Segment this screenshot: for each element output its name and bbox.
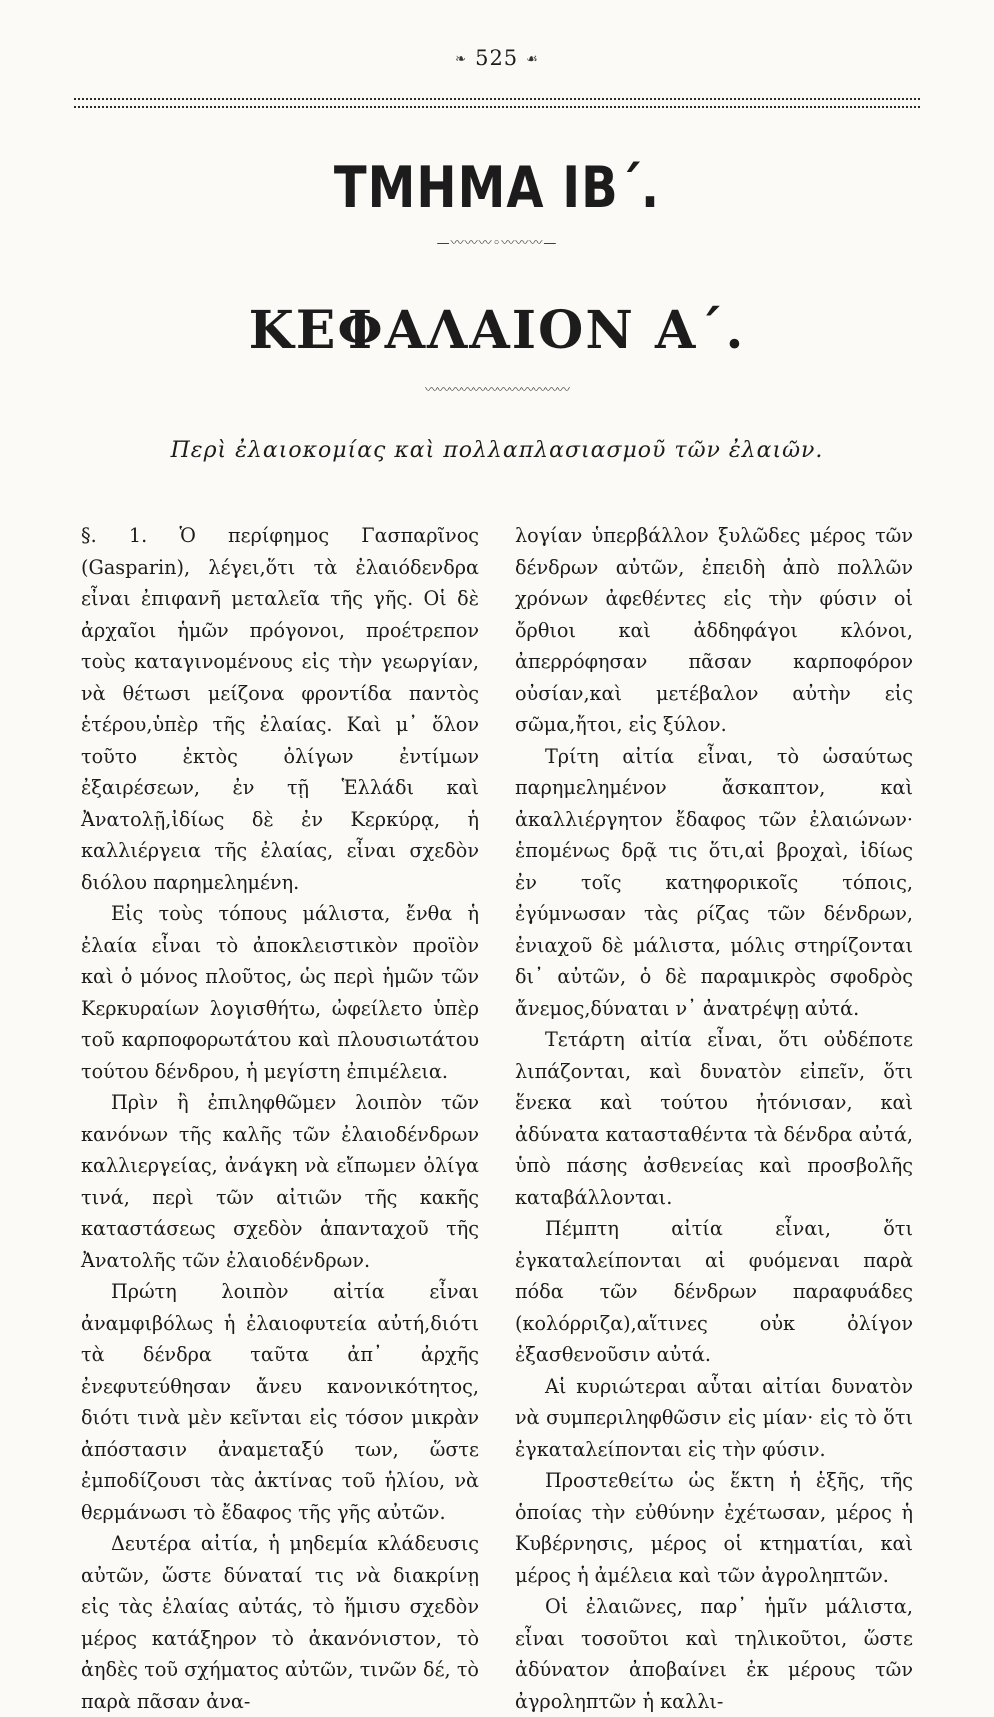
section-heading: ΤΜΗΜΑ ΙΒ΄. xyxy=(333,154,661,222)
paragraph: Πρὶν ἢ ἐπιληφθῶμεν λοιπὸν τῶν κανόνων τῆς καλῆς τῶν ἐλαιοδένδρων καλλιεργείας, ἀνάγκη νὰ εἴπωμεν ὀλίγα τινά, περὶ τῶν αἰτιῶν τῆς κακῆς καταστάσεως σχεδὸν ἁπανταχοῦ τῆς Ἀνατολῆς τῶν ἐλαιοδένδρων. xyxy=(81,1091,479,1272)
paragraph: Αἱ κυριώτεραι αὗται αἰτίαι δυνατὸν νὰ συμπεριληφθῶσιν εἰς μίαν· εἰς τὸ ὅτι ἐγκαταλείπονται εἰς τὴν φύσιν. xyxy=(515,1374,913,1461)
page-number-line xyxy=(0,46,994,70)
page-number: 525 xyxy=(475,46,519,70)
paragraph: §. 1. Ὁ περίφημος Γασπαρῖνος (Gasparin), λέγει,ὅτι τὰ ἐλαιόδενδρα εἶναι ἐπιφανῆ μεταλεῖα τῆς γῆς. Οἱ δὲ ἀρχαῖοι ἡμῶν πρόγονοι, προέτρεπον τοὺς καταγινομένους εἰς τὴν γεωργίαν, νὰ θέτωσι μείζονα φροντίδα παντὸς ἑτέρου,ὑπὲρ τῆς ἐλαίας. Καὶ μ᾽ ὅλον τοῦτο ἐκτὸς ὀλίγων ἐντίμων ἐξαιρέσεων, ἐν τῇ Ἑλλάδι καὶ Ἀνατολῇ,ἰδίως δὲ ἐν Κερκύρᾳ, ἡ καλλιέργεια τῆς ἐλαίας, εἶναι σχεδὸν διόλου παρημελημένη. xyxy=(81,524,479,894)
paragraph: Εἰς τοὺς τόπους μάλιστα, ἔνθα ἡ ἐλαία εἶναι τὸ ἀποκλειστικὸν προϊὸν καὶ ὁ μόνος πλοῦτος, ὡς περὶ ἡμῶν τῶν Κερκυραίων λογισθήτω, ὠφείλετο ὑπὲρ τοῦ καρποφορωτάτου καὶ πλουσιωτάτου τούτου δένδρου, ἡ μεγίστη ἐπιμέλεια. xyxy=(81,902,479,1083)
paragraph: Δευτέρα αἰτία, ἡ μηδεμία κλάδευσις αὐτῶν, ὥστε δύναταί τις νὰ διακρίνῃ εἰς τὰς ἐλαίας αὐτάς, τὸ ἥμισυ σχεδὸν μέρος κατάξηρον τὸ ἀκανόνιστον, τὸ ἀηδὲς τοῦ σχήματος αὐτῶν, τινῶν δέ, τὸ παρὰ πᾶσαν ἀνα- xyxy=(81,1532,479,1713)
fleuron-icon: ☙ xyxy=(526,52,539,67)
paragraph: Οἱ ἐλαιῶνες, παρ᾽ ἡμῖν μάλιστα, εἶναι τοσοῦτοι καὶ τηλικοῦτοι, ὥστε ἀδύνατον ἀποβαίνει ἐκ μέρους τῶν ἀγροληπτῶν ἡ καλλι- xyxy=(515,1595,913,1713)
paragraph: Τρίτη αἰτία εἶναι, τὸ ὡσαύτως παρημελημένον ἄσκαπτον, καὶ ἀκαλλιέργητον ἔδαφος τῶν ἐλαιώνων· ἑπομένως δρᾷ τις ὅτι,αἱ βροχαὶ, ἰδίως ἐν τοῖς κατηφορικοῖς τόποις, ἐγύμνωσαν τὰς ρίζας τῶν δένδρων, ἐνιαχοῦ δὲ μάλιστα, μόλις στηρίζονται δι᾽ αὐτῶν, ὁ δὲ παραμικρὸς σφοδρὸς ἄνεμος,δύναται ν᾽ ἀνατρέψῃ αὐτά. xyxy=(515,744,913,1020)
chapter-subtitle: Περὶ ἐλαιοκομίας καὶ πολλαπλασιασμοῦ τῶν ἐλαιῶν. xyxy=(170,438,824,463)
chapter-heading: ΚΕΦΑΛΑΙΟΝ Α΄. xyxy=(248,300,746,361)
fleuron-icon: ❧ xyxy=(455,52,468,67)
paragraph: λογίαν ὑπερβάλλον ξυλῶδες μέρος τῶν δένδρων αὐτῶν, ἐπειδὴ ἀπὸ πολλῶν χρόνων ἀφεθέντες εἰς τὴν φύσιν οἱ ὄρθιοι καὶ ἀδδηφάγοι κλόνοι, ἀπερρόφησαν πᾶσαν καρποφόρον οὐσίαν,καὶ μετέβαλον αὐτὴν εἰς σῶμα,ἤτοι, εἰς ξύλον. xyxy=(515,524,913,736)
wavy-rule-icon: —〰〰〰◦〰〰〰— xyxy=(436,236,558,251)
paragraph: Πρώτη λοιπὸν αἰτία εἶναι ἀναμφιβόλως ἡ ἐλαιοφυτεία αὐτή,διότι τὰ δένδρα ταῦτα ἀπ᾽ ἀρχῆς ἐνεφυτεύθησαν ἄνευ κανονικότητος, διότι τινὰ μὲν κεῖνται εἰς τόσον μικρὰν ἀπόστασιν ἀναμεταξύ των, ὥστε ἐμποδίζουσι τὰς ἀκτίνας τοῦ ἡλίου, νὰ θερμάνωσι τὸ ἔδαφος τῆς γῆς αὐτῶν. xyxy=(81,1280,479,1524)
paragraph: Πέμπτη αἰτία εἶναι, ὅτι ἐγκαταλείπονται αἱ φυόμεναι παρὰ πόδα τῶν δένδρων παραφυάδες (κολόρριζα),αἵτινες οὐκ ὀλίγον ἐξασθενοῦσιν αὐτά. xyxy=(515,1217,913,1366)
paragraph: Προστεθείτω ὡς ἕκτη ἡ ἑξῆς, τῆς ὁποίας τὴν εὐθύνην ἐχέτωσαν, μέρος ἡ Κυβέρνησις, μέρος οἱ κτηματίαι, καὶ μέρος ἡ ἀμέλεια καὶ τῶν ἀγροληπτῶν. xyxy=(515,1469,913,1587)
left-column xyxy=(81,520,479,1717)
decorative-rule xyxy=(74,98,920,108)
right-column xyxy=(515,520,913,1717)
paragraph: Τετάρτη αἰτία εἶναι, ὅτι οὐδέποτε λιπάζονται, καὶ δυνατὸν εἰπεῖν, ὅτι ἕνεκα καὶ τούτου ἠτόνισαν, καὶ ἀδύνατα κατασταθέντα τὰ δένδρα αὐτά, ὑπὸ πάσης ἀσθενείας καὶ προσβολῆς καταβάλλονται. xyxy=(515,1028,913,1209)
wavy-rule-icon: 〰〰〰〰〰〰〰〰〰〰〰〰 xyxy=(424,383,569,398)
